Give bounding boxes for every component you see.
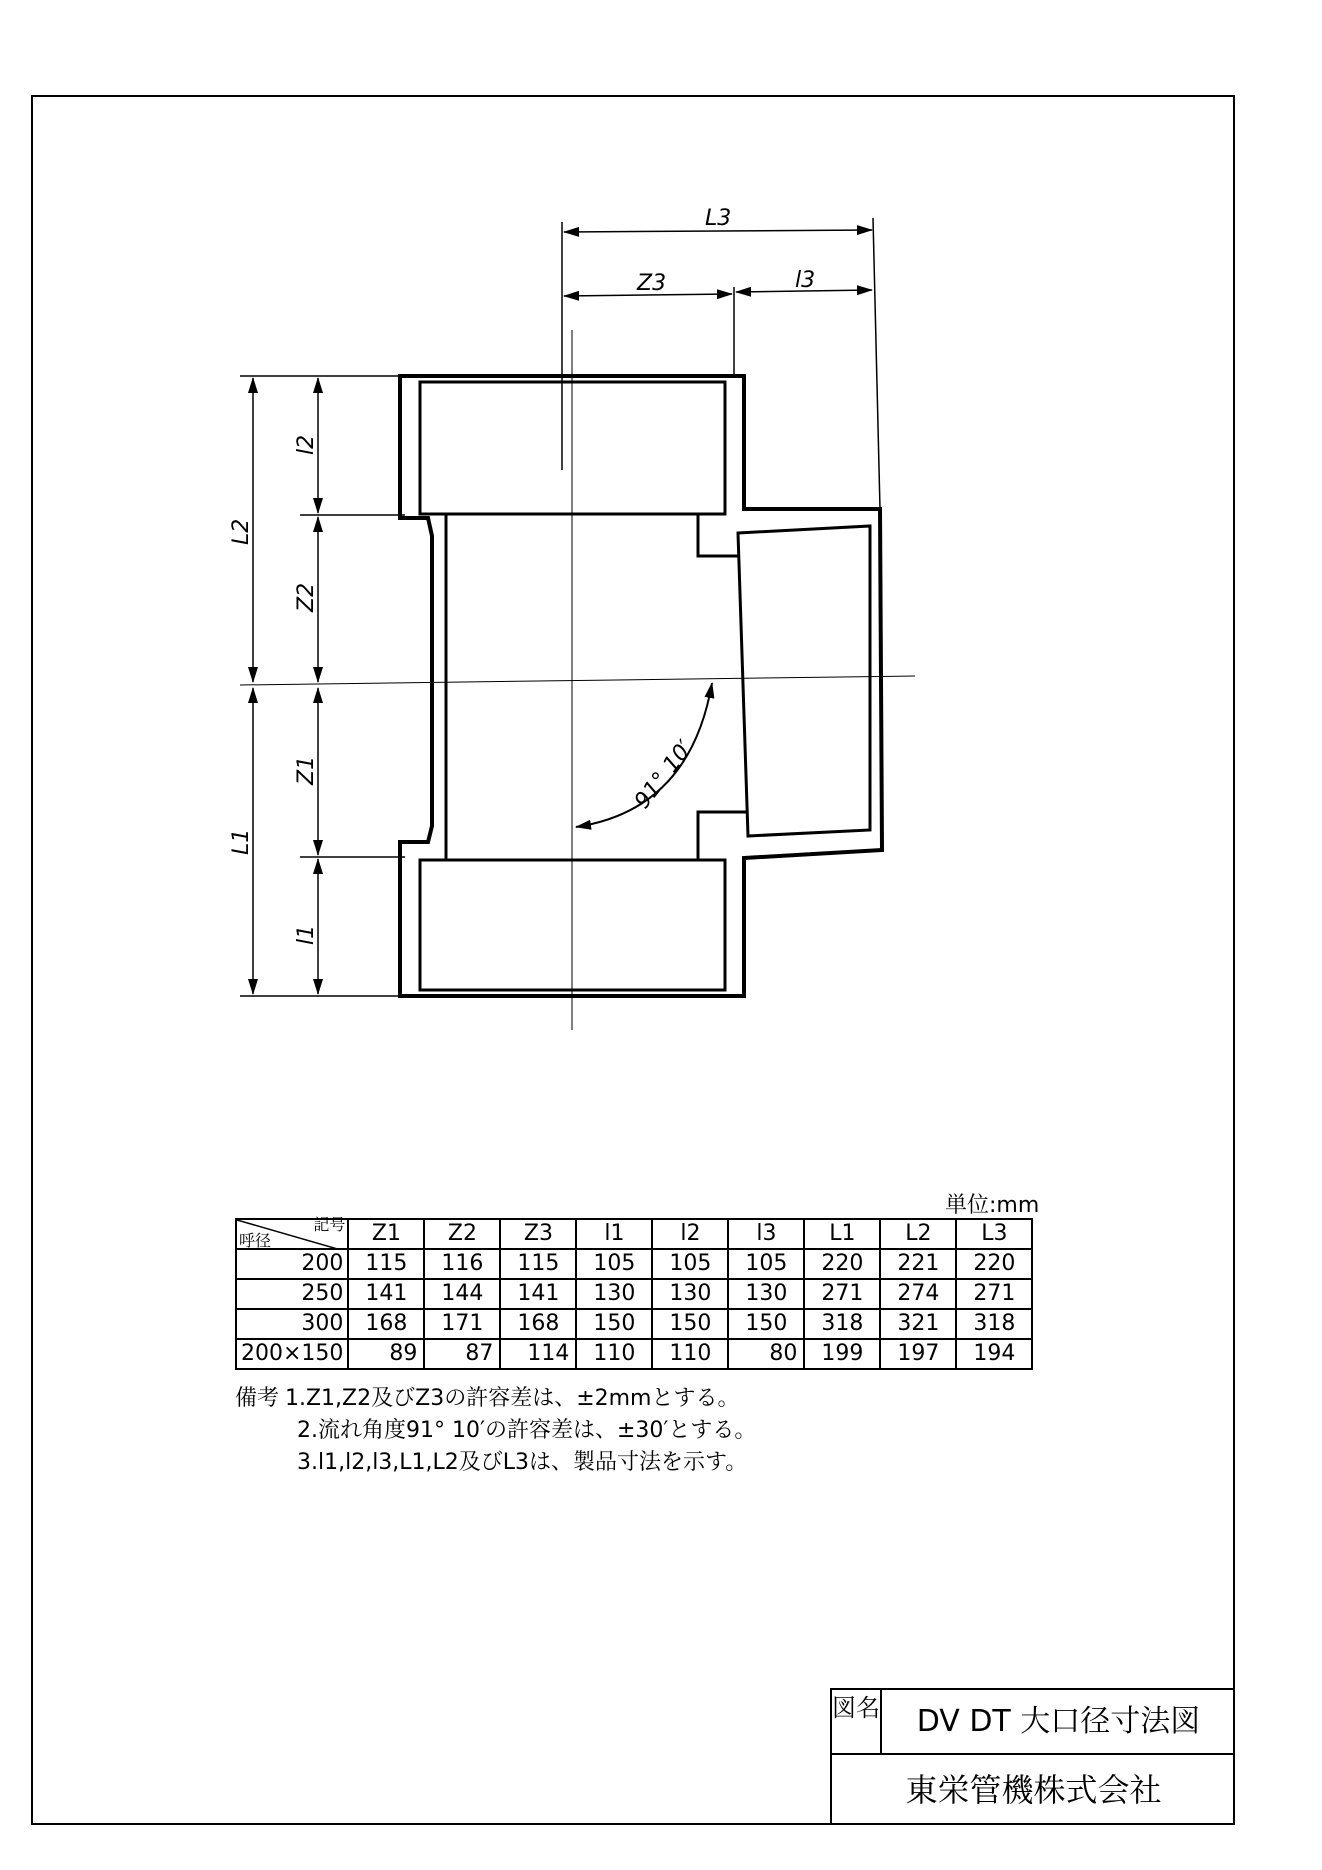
table-cell: 105 [576, 1249, 652, 1279]
table-header-row [236, 1219, 1032, 1249]
table-cell: 318 [804, 1309, 880, 1339]
table-cell: 199 [804, 1339, 880, 1369]
table-cell: 105 [728, 1249, 804, 1279]
note-item: 2.流れ角度91° 10′の許容差は、±30′とする。 [297, 1418, 757, 1443]
table-cell: 110 [652, 1339, 728, 1369]
unit-label: 単位:mm [945, 1193, 1040, 1218]
table-cell: 274 [880, 1279, 956, 1309]
table-cell: 271 [804, 1279, 880, 1309]
drawing-name-label: 図名 [832, 1690, 882, 1753]
note-row [235, 1383, 756, 1415]
table-header-cell: Z1 [348, 1219, 424, 1249]
table-cell: 89 [348, 1339, 424, 1369]
dim-label-L2: L2 [229, 518, 254, 545]
note-item: 3.l1,l2,l3,L1,L2及びL3は、製品寸法を示す。 [297, 1450, 748, 1475]
dim-label-L3: L3 [705, 206, 732, 231]
table-header-cell: l1 [576, 1219, 652, 1249]
table-cell: 150 [652, 1309, 728, 1339]
table-cell: 114 [500, 1339, 576, 1369]
dimension-table [235, 1215, 1033, 1370]
table-cell: 144 [424, 1279, 500, 1309]
table-cell: 80 [728, 1339, 804, 1369]
tee-body [400, 376, 882, 996]
notes-label: 備考 [235, 1386, 280, 1411]
dim-label-Z2: Z2 [294, 582, 319, 612]
table-cell: 130 [576, 1279, 652, 1309]
table-header-cell: l3 [728, 1219, 804, 1249]
table-header-cell: l2 [652, 1219, 728, 1249]
table-cell: 271 [956, 1279, 1032, 1309]
horizontal-centerline [240, 676, 915, 685]
table-cell: 115 [348, 1249, 424, 1279]
table-cell: 318 [956, 1309, 1032, 1339]
size-cell: 300 [236, 1309, 348, 1339]
table-cell: 87 [424, 1339, 500, 1369]
table-cell: 110 [576, 1339, 652, 1369]
notes-section [235, 1383, 756, 1479]
title-row [832, 1690, 1235, 1755]
angle-label: 91° 10′ [630, 736, 699, 814]
table-cell: 141 [348, 1279, 424, 1309]
table-cell: 194 [956, 1339, 1032, 1369]
table-cell: 220 [804, 1249, 880, 1279]
table-header-cell: Z2 [424, 1219, 500, 1249]
table-row [236, 1309, 1032, 1339]
table-cell: 221 [880, 1249, 956, 1279]
dim-label-Z3: Z3 [637, 271, 667, 296]
table-header-cell: L3 [956, 1219, 1032, 1249]
table-row [236, 1279, 1032, 1309]
company-name: 東栄管機株式会社 [905, 1771, 1162, 1809]
table-cell: 105 [652, 1249, 728, 1279]
dim-label-l2: l2 [294, 434, 319, 455]
dim-top [562, 218, 880, 509]
drawing-name: DV DT 大口径寸法図 [916, 1704, 1201, 1739]
corner-bottom-label: 呼径 [239, 1231, 272, 1250]
size-cell: 200×150 [236, 1339, 348, 1369]
table-cell: 197 [880, 1339, 956, 1369]
size-cell: 200 [236, 1249, 348, 1279]
table-cell: 168 [500, 1309, 576, 1339]
table-corner-cell [236, 1215, 348, 1250]
table-cell: 150 [576, 1309, 652, 1339]
table-cell: 115 [500, 1249, 576, 1279]
dim-label-Z1: Z1 [294, 755, 319, 785]
dim-label-L1: L1 [229, 828, 254, 855]
table-cell: 130 [652, 1279, 728, 1309]
size-cell: 250 [236, 1279, 348, 1309]
table-row [236, 1339, 1032, 1369]
table-cell: 150 [728, 1309, 804, 1339]
table-cell: 168 [348, 1309, 424, 1339]
table-header-cell: L1 [804, 1219, 880, 1249]
dim-label-l1: l1 [294, 924, 319, 945]
corner-top-label: 記号 [313, 1215, 346, 1234]
table-cell: 171 [424, 1309, 500, 1339]
dim-left [240, 376, 405, 996]
table-row [236, 1249, 1032, 1279]
table-cell: 130 [728, 1279, 804, 1309]
table-cell: 116 [424, 1249, 500, 1279]
table-header-cell: L2 [880, 1219, 956, 1249]
title-block [830, 1688, 1235, 1825]
dim-label-l3: l3 [795, 268, 816, 293]
table-cell: 321 [880, 1309, 956, 1339]
note-item: 1.Z1,Z2及びZ3の許容差は、±2mmとする。 [285, 1386, 740, 1411]
table-cell: 220 [956, 1249, 1032, 1279]
table-cell: 141 [500, 1279, 576, 1309]
table-header-cell: Z3 [500, 1219, 576, 1249]
